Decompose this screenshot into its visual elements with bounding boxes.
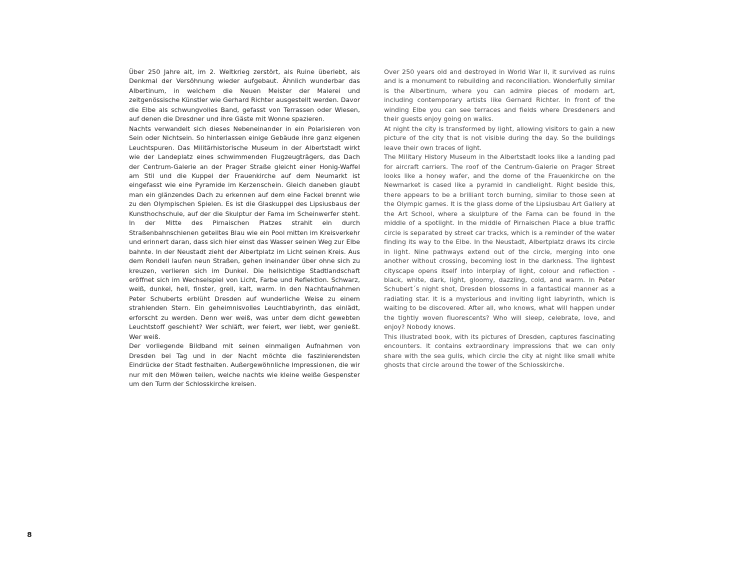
german-paragraph-2: Nachts verwandelt sich dieses Nebeneinander in ein Polarisieren von Sein oder Nichtsein. So hinterlassen einige Gebäude ihre ganz eigenen Leuchtspuren. Das Militärhistorische Museum in der Albertstadt wirkt wie der Landeplatz eines schwimmenden Flugzeugträgers, das Dach der Centrum-Galerie an der Prager Straße gleicht einer Honig-Waffel am Stil und die Kuppel der Frauenkirche auf dem Neumarkt ist eingefasst wie eine Pyramide im Kerzenschein. Gleich daneben glaubt man ein glänzendes Dach zu erkennen auf dem eine Fackel brennt wie zu den Olympischen Spielen. Es ist die Glaskuppel des Lipsiusbaus der Kunsthochschule, auf der die Skulptur der Fama im Scheinwerfer steht. In der Mitte des Pirnaischen Platzes strahlt ein durch Straßenbahnschienen geteiltes Blau wie ein Pool mitten im Kreisverkehr und erinnert daran, dass sich hier einst das Wasser seinen Weg zur Elbe bahnte. In der Neustadt zieht der Albertplatz im Licht seinen Kreis. Aus dem Rondell laufen neun Straßen, gehen ineinander über ohne sich zu kreuzen, verlieren sich im Dunkel. Die hellsichtige Stadtlandschaft eröffnet sich im Wechselspiel von Licht, Farbe und Reflektion. Schwarz, weiß, dunkel, hell, finster, grell, kalt, warm. In den Nachtaufnahmen Peter Schuberts erblüht Dresden auf wunderliche Weise zu einem strahlenden Stern. Ein geheimnisvolles Leuchtlabyrinth, das einlädt, erforscht zu werden. Denn wer weiß, was unter dem dicht gewebten Leuchtstoff geschieht? Wer schläft, wer feiert, wer liebt, wer genießt. Wer weiß. (129, 125, 360, 341)
english-paragraph-4: This illustrated book, with its pictures of Dresden, captures fascinating encounters. It contains extraordinary impressions that we can only share with the sea gulls, which circle the city at night like small white ghosts that circle around the tower of the Schlosskirche. (384, 333, 615, 370)
german-text-column (129, 68, 360, 389)
english-paragraph-2: At night the city is transformed by light, allowing visitors to gain a new picture of the city that is not visible during the day. So the buildings leave their own traces of light. (384, 125, 615, 152)
page-number: 8 (27, 531, 32, 539)
german-paragraph-3: Der vorliegende Bildband mit seinen einmaligen Aufnahmen von Dresden bei Tag und in der Nacht möchte die faszinierendsten Eindrücke der Stadt festhalten. Außergewöhnliche Impressionen, die wir nur mit den Möwen teilen, welche nachts wie kleine weiße Gespenster um den Turm der Schlosskirche kreisen. (129, 343, 360, 388)
english-text-column (384, 68, 615, 371)
english-paragraph-3: The Military History Museum in the Albertstadt looks like a landing pad for aircraft carriers. The roof of the Centrum-Galerie on Prager Street looks like a honey wafer, and the dome of the Frauenkirche on the Newmarket is cased like a pyramid in candlelight. Right beside this, there appears to be a brilliant torch burning, similar to those seen at the Olympic games. It is the glass dome of the Lipsiusbau Art Gallery at the Art School, where a skulpture of the Fama can be found in the middle of a spotlight. In the middle of Pirnaischen Place a blue traffic circle is separated by street car tracks, which is a reminder of the water finding its way to the Elbe. In the Neustadt, Albertplatz draws its circle in light. Nine pathways extend out of the circle, merging into one another without crossing, becoming lost in the darkness. The lightest cityscape opens itself into interplay of light, colour and reflection - black, white, dark, light, gloomy, dazzling, cold, and warm. In Peter Schubert´s night shot, Dresden blossoms in a fantastical manner as a radiating star. It is a mysterious and inviting light labyrinth, which is waiting to be discovered. After all, who knows, what will happen under the tightly woven fluorescents? Who will sleep, celebrate, love, and enjoy? Nobody knows. (384, 154, 615, 332)
german-paragraph-1: Über 250 Jahre alt, im 2. Weltkrieg zerstört, als Ruine überlebt, als Denkmal der Versöhnung wieder aufgebaut. Ähnlich wunderbar das Albertinum, in welchem die Neuen Meister der Malerei und zeitgenössische Künstler wie Gerhard Richter ausgestellt werden. Davor die Elbe als schwungvolles Band, gefasst von Terrassen oder Wiesen, auf denen die Dresdner und ihre Gäste mit Wonne spazieren. (129, 69, 360, 124)
english-paragraph-1: Over 250 years old and destroyed in World War II, it survived as ruins and is a monument to rebuilding and reconciliation. Wonderfully similar is the Albertinum, where you can admire pieces of modern art, including contemporary artists like Gernard Richter. In front of the winding Elbe you can see terraces and fields where Dresdeners and their guests enjoy going on walks. (384, 69, 615, 124)
